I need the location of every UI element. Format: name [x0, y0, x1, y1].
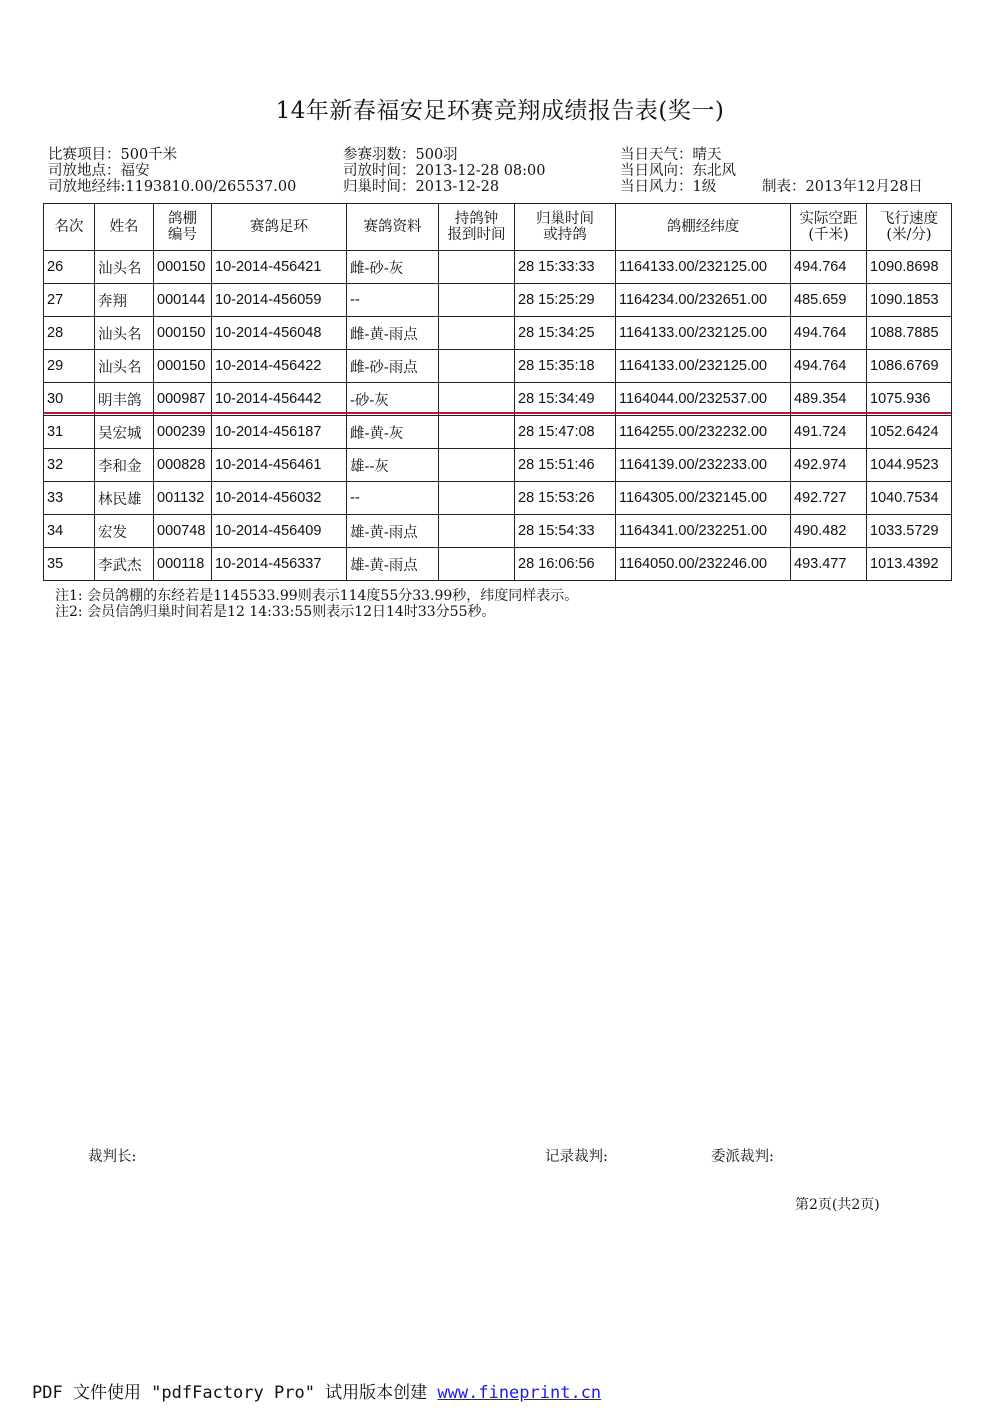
table-cell: 000987 [154, 383, 212, 416]
table-cell: 1164305.00/232145.00 [616, 482, 791, 515]
table-cell: 1164234.00/232651.00 [616, 284, 791, 317]
table-cell: 494.764 [791, 350, 867, 383]
table-cell [439, 416, 515, 449]
table-cell: 吴宏城 [95, 416, 154, 449]
table-cell: 494.764 [791, 251, 867, 284]
table-cell: 490.482 [791, 515, 867, 548]
table-header [44, 204, 952, 251]
table-row [44, 482, 952, 515]
table-cell: 492.974 [791, 449, 867, 482]
table-cell: 1164133.00/232125.00 [616, 251, 791, 284]
table-cell: 1164050.00/232246.00 [616, 548, 791, 581]
table-cell: 雄-黄-雨点 [347, 548, 439, 581]
table-cell: 李和金 [95, 449, 154, 482]
table-row [44, 251, 952, 284]
column-header-line: 鸽棚经纬度 [666, 219, 740, 235]
table-cell: 10-2014-456422 [212, 350, 347, 383]
table-cell: 1164133.00/232125.00 [616, 350, 791, 383]
column-header-line: 实际空距 [799, 211, 858, 227]
table-row [44, 449, 952, 482]
table-cell: 汕头名 [95, 317, 154, 350]
table-cell: 汕头名 [95, 251, 154, 284]
table-cell: 1164341.00/232251.00 [616, 515, 791, 548]
meta-release-time: 司放时间：2013-12-28 08:00 [343, 163, 546, 179]
meta-entries: 参赛羽数：500羽 [343, 147, 458, 163]
table-cell: 10-2014-456032 [212, 482, 347, 515]
meta-weather: 当日天气：晴天 [620, 147, 722, 163]
table-cell: 1164133.00/232125.00 [616, 317, 791, 350]
table-cell [439, 251, 515, 284]
table-row [44, 548, 952, 581]
table-cell: 489.354 [791, 383, 867, 416]
column-header [616, 204, 791, 251]
column-header [154, 204, 212, 251]
results-table [43, 203, 952, 581]
column-header [95, 204, 154, 251]
column-header-line: 持鸽钟 [454, 211, 499, 227]
table-cell: 10-2014-456048 [212, 317, 347, 350]
table-body [44, 251, 952, 581]
meta-column-3 [620, 147, 736, 195]
table-cell: 492.727 [791, 482, 867, 515]
table-cell: 000748 [154, 515, 212, 548]
table-cell [439, 482, 515, 515]
table-cell: 10-2014-456337 [212, 548, 347, 581]
table-cell: 宏发 [95, 515, 154, 548]
table-cell: 汕头名 [95, 350, 154, 383]
meta-return-time: 归巢时间：2013-12-28 [343, 179, 500, 195]
table-cell: 29 [44, 350, 95, 383]
notes [55, 588, 578, 620]
table-cell: 28 15:54:33 [515, 515, 616, 548]
table-cell: 485.659 [791, 284, 867, 317]
column-header-line: 归巢时间 [536, 211, 594, 227]
table-row [44, 350, 952, 383]
column-header-line: 名次 [54, 219, 84, 235]
table-cell [439, 515, 515, 548]
meta-wind-force: 当日风力：1级 [620, 179, 717, 195]
table-cell: 1075.936 [867, 383, 952, 416]
table-cell: 雌-砂-灰 [347, 251, 439, 284]
column-header-line: 或持鸽 [543, 227, 587, 243]
table-cell: 1013.4392 [867, 548, 952, 581]
table-cell: -- [347, 482, 439, 515]
table-cell [439, 548, 515, 581]
table-cell: 雌-砂-雨点 [347, 350, 439, 383]
table-cell: 雌-黄-灰 [347, 416, 439, 449]
table-cell: 28 15:34:49 [515, 383, 616, 416]
table-cell: 1164044.00/232537.00 [616, 383, 791, 416]
table-cell: 34 [44, 515, 95, 548]
table-cell: 28 15:47:08 [515, 416, 616, 449]
table-cell: 000828 [154, 449, 212, 482]
table-cell: 10-2014-456409 [212, 515, 347, 548]
report-title: 14年新春福安足环赛竞翔成绩报告表(奖一) [275, 98, 725, 124]
table-cell: 000118 [154, 548, 212, 581]
table-cell: 494.764 [791, 317, 867, 350]
table-cell: 10-2014-456421 [212, 251, 347, 284]
column-header [439, 204, 515, 251]
table-cell: 000150 [154, 317, 212, 350]
table-cell: 28 [44, 317, 95, 350]
note-1: 注1: 会员鸽棚的东经若是1145533.99则表示114度55分33.99秒，纬度同样表示。 [55, 588, 579, 604]
meta-wind-direction: 当日风向：东北风 [620, 163, 736, 179]
table-cell: -砂-灰 [347, 383, 439, 416]
table-cell [439, 449, 515, 482]
table-cell [439, 284, 515, 317]
table-cell: 28 15:33:33 [515, 251, 616, 284]
table-cell: 28 15:25:29 [515, 284, 616, 317]
appointed-referee-label: 委派裁判: [711, 1149, 774, 1165]
table-cell: 30 [44, 383, 95, 416]
meta-release-location: 司放地点：福安 [48, 163, 150, 179]
table-cell: 10-2014-456461 [212, 449, 347, 482]
column-header-line: 赛鸽资料 [363, 219, 422, 235]
column-header-line: (米/分) [886, 227, 932, 243]
table-cell: -- [347, 284, 439, 317]
table-cell [439, 383, 515, 416]
table-cell: 28 15:35:18 [515, 350, 616, 383]
column-header [515, 204, 616, 251]
table-cell: 35 [44, 548, 95, 581]
table-cell: 1164255.00/232232.00 [616, 416, 791, 449]
table-cell: 491.724 [791, 416, 867, 449]
table-cell: 33 [44, 482, 95, 515]
column-header-line: 赛鸽足环 [250, 219, 308, 235]
table-cell [439, 350, 515, 383]
column-header [44, 204, 95, 251]
footer-link[interactable]: www.fineprint.cn [437, 1383, 602, 1403]
table-cell: 28 15:53:26 [515, 482, 616, 515]
meta-release-coords: 司放地经纬:1193810.00/265537.00 [48, 179, 297, 195]
column-header-line: 飞行速度 [880, 211, 938, 227]
meta-column-2 [343, 147, 546, 195]
table-cell: 雄-黄-雨点 [347, 515, 439, 548]
table-row [44, 416, 952, 449]
column-header [867, 204, 952, 251]
table-cell: 1033.5729 [867, 515, 952, 548]
table-cell [439, 317, 515, 350]
table-cell: 10-2014-456059 [212, 284, 347, 317]
meta-column-1 [48, 147, 296, 195]
table-cell: 10-2014-456442 [212, 383, 347, 416]
table-cell: 1164139.00/232233.00 [616, 449, 791, 482]
table-cell: 000144 [154, 284, 212, 317]
table-row [44, 317, 952, 350]
table-row [44, 383, 952, 416]
table-cell: 32 [44, 449, 95, 482]
column-header-line: 报到时间 [447, 227, 506, 243]
table-cell: 1090.8698 [867, 251, 952, 284]
table-cell: 1086.6769 [867, 350, 952, 383]
table-cell: 1040.7534 [867, 482, 952, 515]
table-cell: 28 16:06:56 [515, 548, 616, 581]
table-cell: 雌-黄-雨点 [347, 317, 439, 350]
table-cell: 28 15:51:46 [515, 449, 616, 482]
column-header-line: (千米) [808, 227, 849, 243]
highlight-divider-line [43, 412, 951, 414]
table-cell: 雄--灰 [347, 449, 439, 482]
table-cell: 李武杰 [95, 548, 154, 581]
table-row [44, 284, 952, 317]
recorder-referee-label: 记录裁判: [545, 1149, 608, 1165]
table-cell: 1052.6424 [867, 416, 952, 449]
header-row [44, 204, 952, 251]
column-header-line: 姓名 [109, 219, 139, 235]
table-cell: 奔翔 [95, 284, 154, 317]
table-cell: 000239 [154, 416, 212, 449]
table-cell: 1044.9523 [867, 449, 952, 482]
table-cell: 10-2014-456187 [212, 416, 347, 449]
table-row [44, 515, 952, 548]
table-cell: 1090.1853 [867, 284, 952, 317]
footer-text: PDF 文件使用 "pdfFactory Pro" 试用版本创建 [32, 1383, 438, 1403]
pdf-footer [32, 1378, 601, 1403]
note-2: 注2: 会员信鸽归巢时间若是12 14:33:55则表示12日14时33分55秒。 [55, 604, 496, 620]
table-cell: 26 [44, 251, 95, 284]
column-header-line: 编号 [168, 227, 197, 243]
table-cell: 493.477 [791, 548, 867, 581]
chief-referee-label: 裁判长: [88, 1149, 137, 1165]
column-header [212, 204, 347, 251]
table-cell: 001132 [154, 482, 212, 515]
column-header [347, 204, 439, 251]
table-cell: 27 [44, 284, 95, 317]
table-cell: 林民雄 [95, 482, 154, 515]
page-number: 第2页(共2页) [795, 1197, 880, 1213]
table-cell: 明丰鸽 [95, 383, 154, 416]
table-cell: 000150 [154, 350, 212, 383]
column-header [791, 204, 867, 251]
column-header-line: 鸽棚 [168, 211, 197, 227]
meta-maker-date: 制表：2013年12月28日 [762, 179, 923, 195]
table-cell: 31 [44, 416, 95, 449]
table-cell: 1088.7885 [867, 317, 952, 350]
table-cell: 28 15:34:25 [515, 317, 616, 350]
table-cell: 000150 [154, 251, 212, 284]
meta-event: 比赛项目：500千米 [48, 147, 178, 163]
